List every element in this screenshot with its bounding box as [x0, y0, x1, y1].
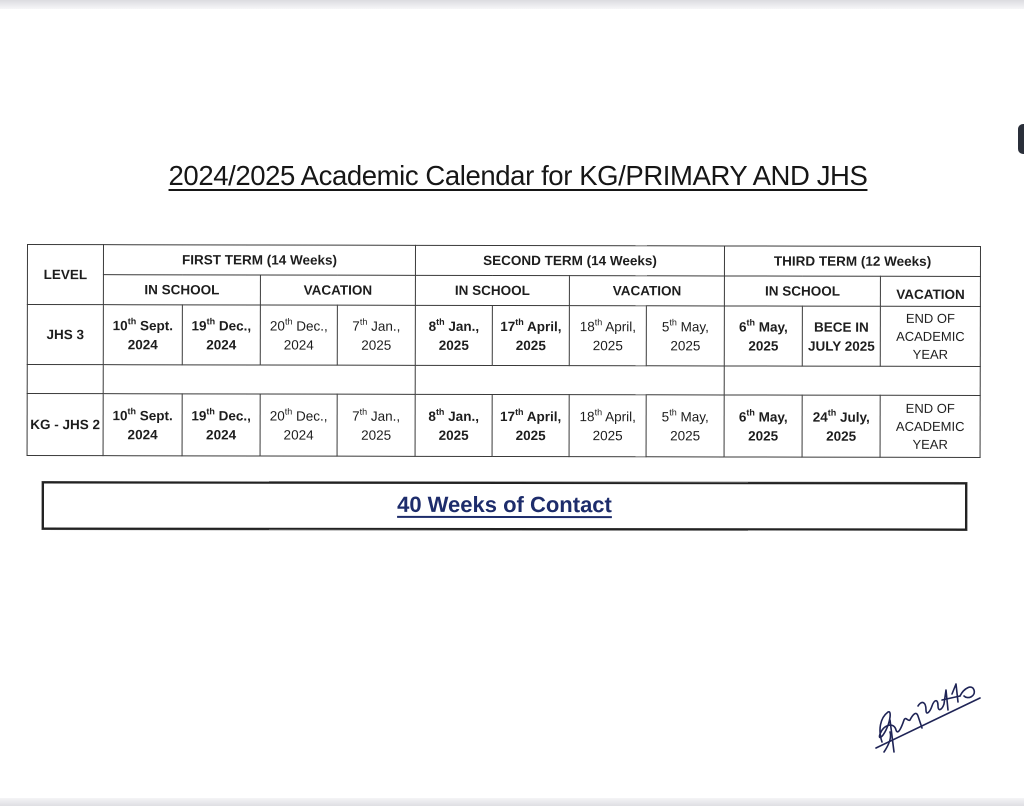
- table-row-kg-jhs2: [27, 394, 980, 458]
- end-of-year-cell: END OF ACADEMIC YEAR: [880, 306, 980, 366]
- table-row-jhs3: [27, 305, 980, 367]
- contact-weeks-label: 40 Weeks of Contact: [397, 491, 612, 518]
- third-term-in-school: IN SCHOOL: [724, 276, 880, 306]
- academic-calendar-table: [27, 244, 982, 458]
- date-cell: 5th May, 2025: [646, 306, 724, 366]
- date-cell: 20th Dec., 2024: [260, 394, 337, 456]
- page-top-edge: [0, 0, 1024, 9]
- date-cell: 18th April, 2025: [569, 306, 646, 366]
- bece-cell: BECE IN JULY 2025: [802, 306, 880, 366]
- spacer-cell: [415, 365, 724, 395]
- end-of-year-cell: END OF ACADEMIC YEAR: [880, 395, 980, 457]
- second-term-in-school: IN SCHOOL: [415, 275, 569, 305]
- level-cell: JHS 3: [27, 305, 103, 365]
- level-header: LEVEL: [27, 245, 103, 305]
- signature-icon: [868, 660, 988, 755]
- spacer-row: [27, 365, 980, 396]
- second-term-header: SECOND TERM (14 Weeks): [415, 245, 724, 276]
- contact-weeks-box: [42, 482, 967, 531]
- third-term-vacation: VACATION: [880, 276, 980, 306]
- date-cell: 6th May, 2025: [724, 306, 802, 366]
- spacer-cell: [724, 366, 980, 396]
- date-cell: 7th Jan., 2025: [337, 394, 415, 456]
- first-term-in-school: IN SCHOOL: [103, 275, 260, 305]
- third-term-header: THIRD TERM (12 Weeks): [725, 246, 981, 277]
- date-cell: 6th May, 2025: [724, 395, 802, 457]
- spacer-cell: [27, 365, 103, 394]
- date-cell: 10th Sept. 2024: [103, 394, 182, 456]
- date-cell: 24th July, 2025: [802, 395, 880, 457]
- level-cell: KG - JHS 2: [27, 394, 103, 456]
- spacer-cell: [103, 365, 415, 395]
- first-term-vacation: VACATION: [260, 275, 415, 305]
- date-cell: 17th April, 2025: [492, 394, 569, 456]
- edge-handle: [1018, 124, 1024, 154]
- date-cell: 5th May, 2025: [646, 395, 724, 457]
- date-cell: 10th Sept. 2024: [103, 305, 182, 365]
- second-term-vacation: VACATION: [569, 276, 724, 306]
- date-cell: 8th Jan., 2025: [415, 305, 492, 365]
- date-cell: 8th Jan., 2025: [415, 394, 492, 456]
- document-title: 2024/2025 Academic Calendar for KG/PRIMARY AND JHS: [168, 160, 868, 191]
- date-cell: 19th Dec., 2024: [182, 305, 260, 365]
- date-cell: 19th Dec., 2024: [182, 394, 260, 456]
- page-bottom-edge: [0, 798, 1024, 806]
- sub-header-row: [27, 275, 980, 307]
- term-header-row: [27, 245, 980, 277]
- date-cell: 18th April, 2025: [569, 395, 646, 457]
- first-term-header: FIRST TERM (14 Weeks): [103, 245, 415, 276]
- date-cell: 20th Dec., 2024: [260, 305, 337, 365]
- date-cell: 7th Jan., 2025: [337, 305, 415, 365]
- date-cell: 17th April, 2025: [492, 305, 569, 365]
